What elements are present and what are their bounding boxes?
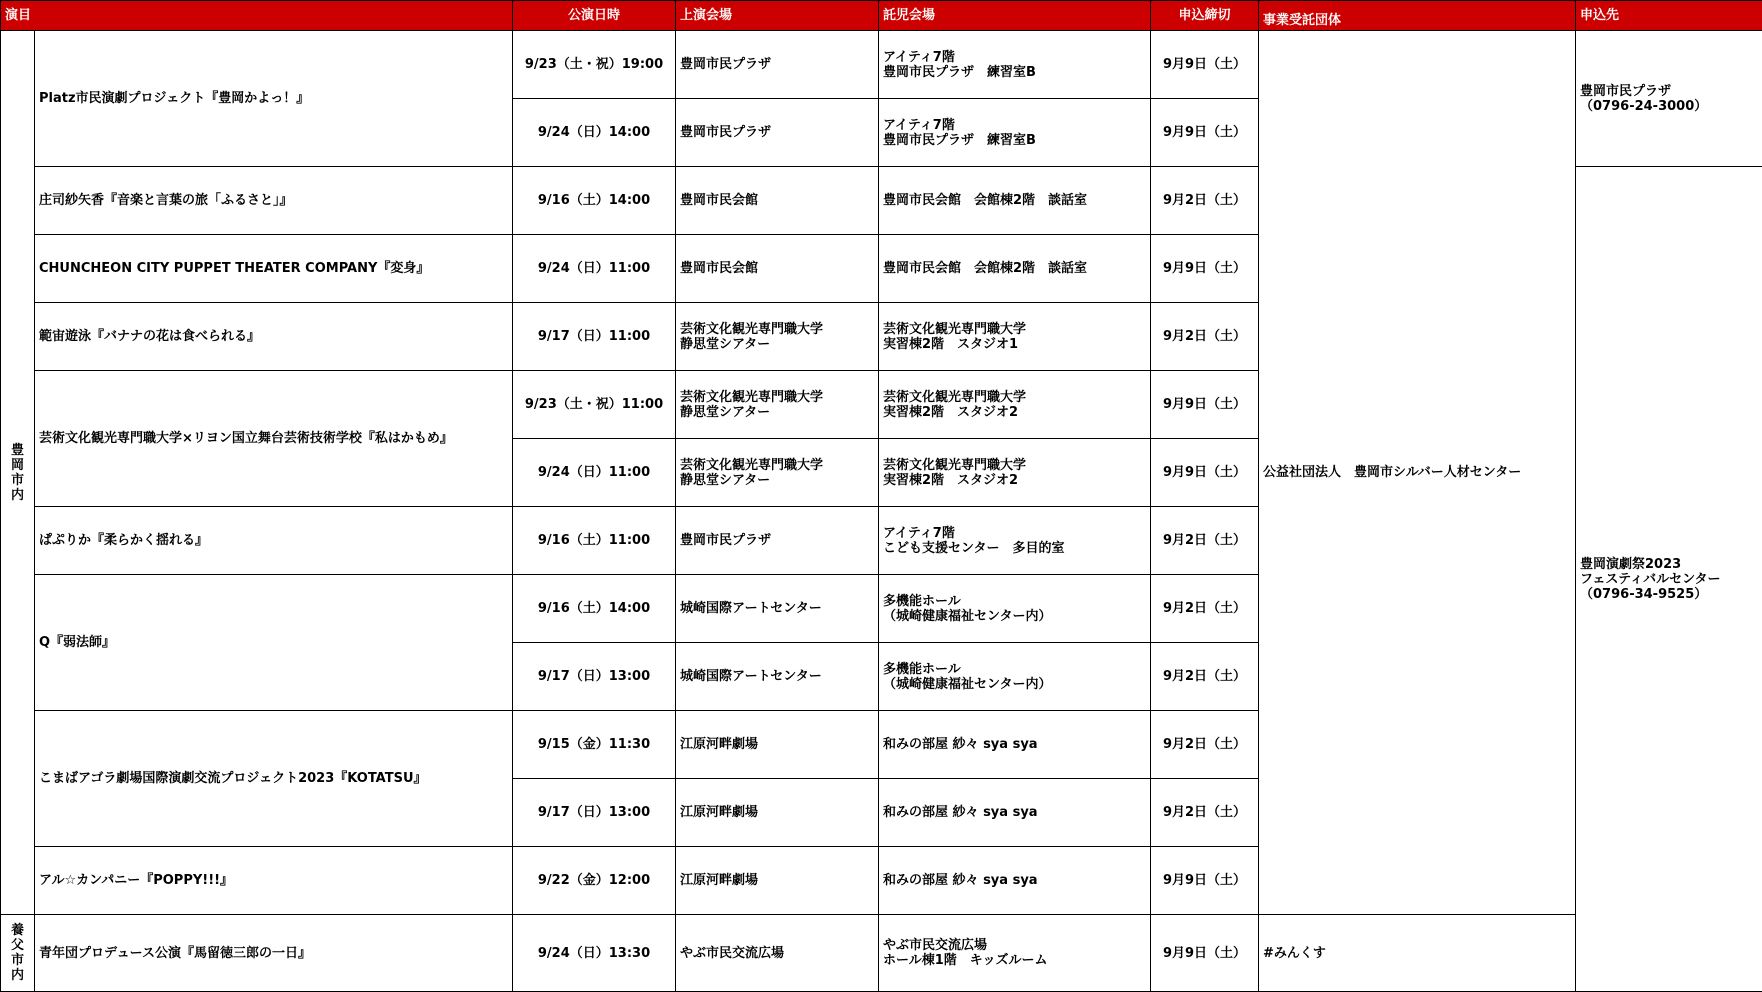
childcare-venue: 多機能ホール （城崎健康福祉センター内） (879, 575, 1151, 643)
show-venue: 城崎国際アートセンター (676, 643, 879, 711)
show-title: CHUNCHEON CITY PUPPET THEATER COMPANY『変身』 (35, 235, 513, 303)
show-venue: 豊岡市民プラザ (676, 99, 879, 167)
deadline: 9月9日（土） (1151, 235, 1259, 303)
show-title: ぱぷりか『柔らかく揺れる』 (35, 507, 513, 575)
show-venue: 芸術文化観光専門職大学 静思堂シアター (676, 439, 879, 507)
show-venue: 江原河畔劇場 (676, 779, 879, 847)
show-datetime: 9/23（土・祝）19:00 (513, 31, 676, 99)
header-childcare-venue: 託児会場 (879, 1, 1151, 31)
show-datetime: 9/17（日）11:00 (513, 303, 676, 371)
show-datetime: 9/17（日）13:00 (513, 643, 676, 711)
show-datetime: 9/15（金）11:30 (513, 711, 676, 779)
header-contact: 申込先 (1576, 1, 1762, 31)
header-contractor: 事業受託団体 (1259, 1, 1576, 31)
show-title: アル☆カンパニー『POPPY!!!』 (35, 847, 513, 915)
deadline: 9月2日（土） (1151, 507, 1259, 575)
header-row (1, 1, 1762, 31)
contractor-toyooka: 公益社団法人 豊岡市シルバー人材センター (1259, 31, 1576, 915)
show-venue: 芸術文化観光専門職大学 静思堂シアター (676, 303, 879, 371)
childcare-venue: 和みの部屋 紗々 sya sya (879, 847, 1151, 915)
childcare-venue: 芸術文化観光専門職大学 実習棟2階 スタジオ2 (879, 371, 1151, 439)
childcare-venue: アイティ7階 豊岡市民プラザ 練習室B (879, 31, 1151, 99)
deadline: 9月2日（土） (1151, 303, 1259, 371)
region-toyooka: 豊岡市内 (1, 31, 35, 915)
show-venue: 江原河畔劇場 (676, 711, 879, 779)
show-datetime: 9/22（金）12:00 (513, 847, 676, 915)
show-venue: やぶ市民交流広場 (676, 915, 879, 992)
show-title: Platz市民演劇プロジェクト『豊岡かよっ！』 (35, 31, 513, 167)
show-datetime: 9/16（土）11:00 (513, 507, 676, 575)
show-venue: 江原河畔劇場 (676, 847, 879, 915)
childcare-venue: アイティ7階 こども支援センター 多目的室 (879, 507, 1151, 575)
show-venue: 豊岡市民プラザ (676, 31, 879, 99)
show-datetime: 9/24（日）14:00 (513, 99, 676, 167)
show-datetime: 9/17（日）13:00 (513, 779, 676, 847)
deadline: 9月9日（土） (1151, 439, 1259, 507)
deadline: 9月9日（土） (1151, 371, 1259, 439)
deadline: 9月2日（土） (1151, 779, 1259, 847)
childcare-venue: 豊岡市民会館 会館棟2階 談話室 (879, 167, 1151, 235)
childcare-venue: やぶ市民交流広場 ホール棟1階 キッズルーム (879, 915, 1151, 992)
childcare-venue: アイティ7階 豊岡市民プラザ 練習室B (879, 99, 1151, 167)
deadline: 9月9日（土） (1151, 99, 1259, 167)
show-title: こまばアゴラ劇場国際演劇交流プロジェクト2023『KOTATSU』 (35, 711, 513, 847)
show-datetime: 9/16（土）14:00 (513, 167, 676, 235)
show-venue: 豊岡市民会館 (676, 167, 879, 235)
show-venue: 豊岡市民会館 (676, 235, 879, 303)
childcare-venue: 芸術文化観光専門職大学 実習棟2階 スタジオ2 (879, 439, 1151, 507)
deadline: 9月2日（土） (1151, 643, 1259, 711)
header-venue: 上演会場 (676, 1, 879, 31)
childcare-venue: 豊岡市民会館 会館棟2階 談話室 (879, 235, 1151, 303)
show-datetime: 9/24（日）11:00 (513, 235, 676, 303)
deadline: 9月9日（土） (1151, 847, 1259, 915)
childcare-venue: 和みの部屋 紗々 sya sya (879, 779, 1151, 847)
deadline: 9月2日（土） (1151, 711, 1259, 779)
show-venue: 城崎国際アートセンター (676, 575, 879, 643)
show-title: 庄司紗矢香『音楽と言葉の旅「ふるさと」』 (35, 167, 513, 235)
header-datetime: 公演日時 (513, 1, 676, 31)
childcare-venue: 和みの部屋 紗々 sya sya (879, 711, 1151, 779)
deadline: 9月2日（土） (1151, 167, 1259, 235)
deadline: 9月9日（土） (1151, 31, 1259, 99)
contact-plaza: 豊岡市民プラザ （0796-24-3000） (1576, 31, 1762, 167)
show-datetime: 9/24（日）11:00 (513, 439, 676, 507)
table-row (1, 31, 1762, 99)
show-datetime: 9/23（土・祝）11:00 (513, 371, 676, 439)
show-venue: 豊岡市民プラザ (676, 507, 879, 575)
show-title: Q『弱法師』 (35, 575, 513, 711)
childcare-venue: 多機能ホール （城崎健康福祉センター内） (879, 643, 1151, 711)
deadline: 9月2日（土） (1151, 575, 1259, 643)
header-title: 演目 (1, 1, 513, 31)
show-datetime: 9/16（土）14:00 (513, 575, 676, 643)
deadline: 9月9日（土） (1151, 915, 1259, 992)
region-yabu: 養父市内 (1, 915, 35, 992)
header-deadline: 申込締切 (1151, 1, 1259, 31)
show-title: 芸術文化観光専門職大学×リヨン国立舞台芸術技術学校『私はかもめ』 (35, 371, 513, 507)
show-title: 青年団プロデュース公演『馬留徳三郎の一日』 (35, 915, 513, 992)
contact-festival: 豊岡演劇祭2023 フェスティバルセンター （0796-34-9525） (1576, 167, 1762, 992)
contractor-yabu: #みんくす (1259, 915, 1576, 992)
show-title: 範宙遊泳『バナナの花は食べられる』 (35, 303, 513, 371)
table-row (1, 915, 1762, 992)
show-venue: 芸術文化観光専門職大学 静思堂シアター (676, 371, 879, 439)
show-datetime: 9/24（日）13:30 (513, 915, 676, 992)
childcare-venue: 芸術文化観光専門職大学 実習棟2階 スタジオ1 (879, 303, 1151, 371)
